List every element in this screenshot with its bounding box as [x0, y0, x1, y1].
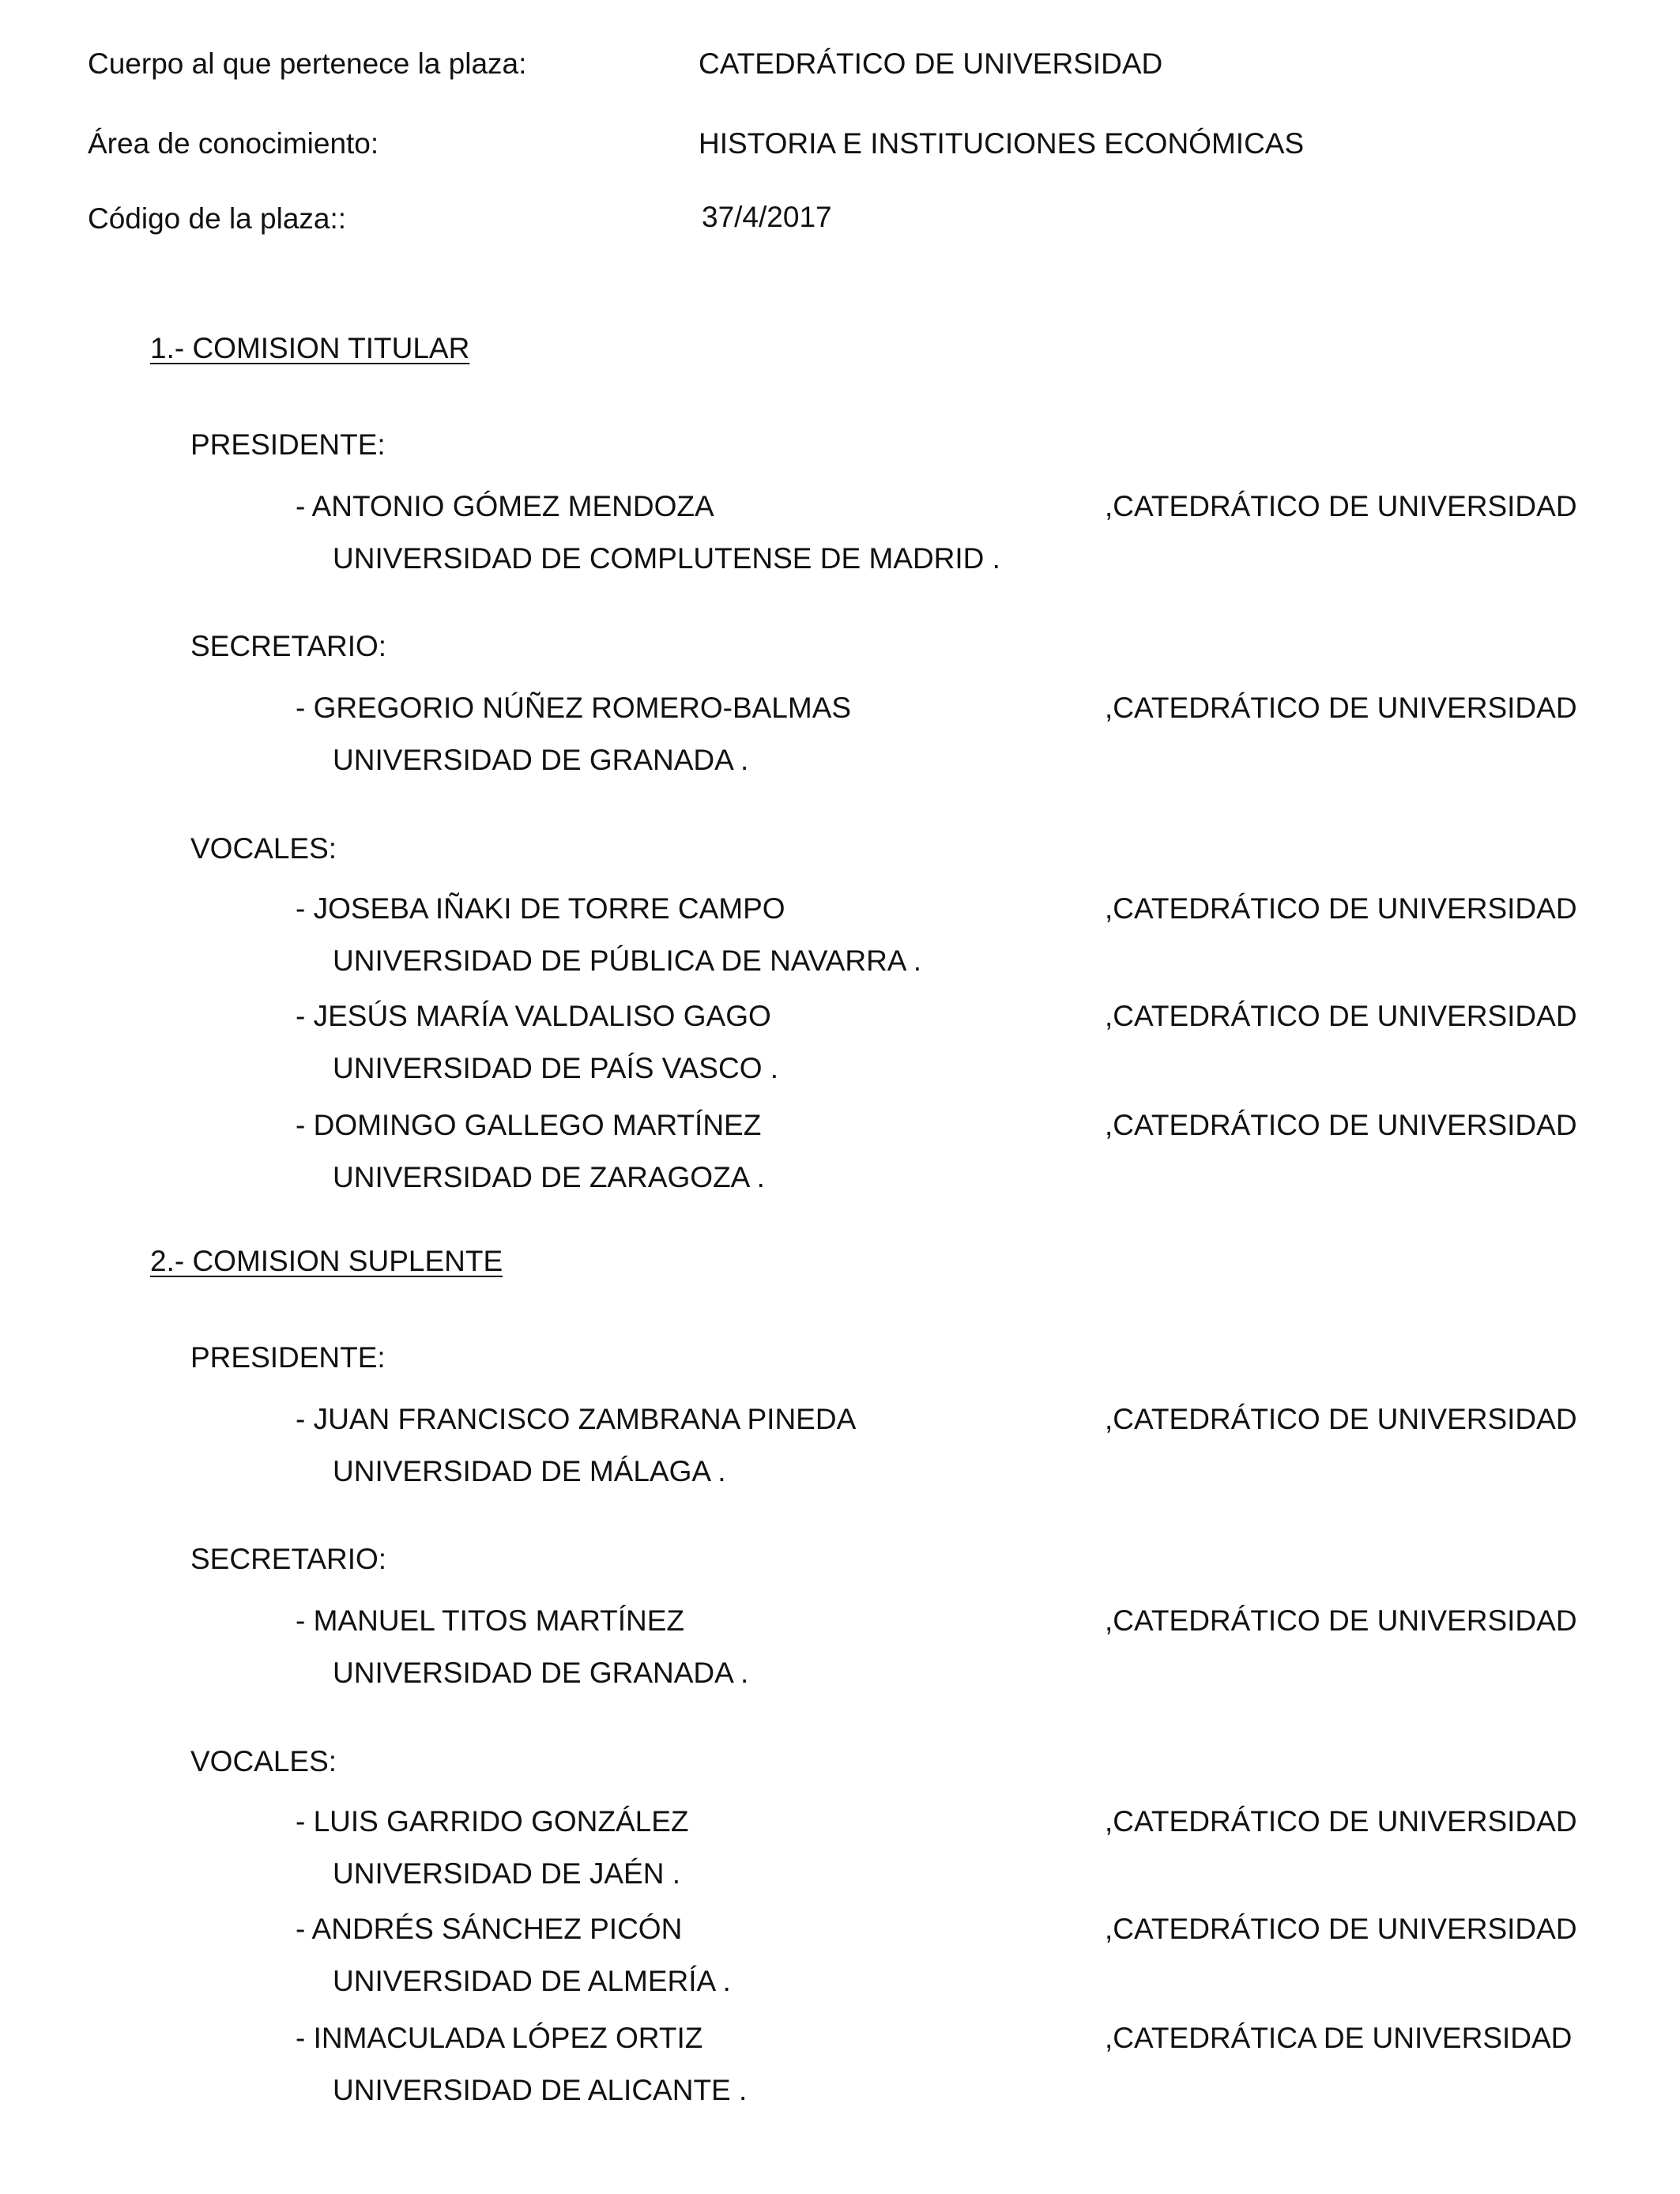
- member-name: - MANUEL TITOS MARTÍNEZ: [296, 1604, 685, 1637]
- titular-presidente-label: PRESIDENTE:: [190, 428, 386, 461]
- member-name: - LUIS GARRIDO GONZÁLEZ: [296, 1805, 689, 1838]
- titular-secretario-label: SECRETARIO:: [190, 630, 387, 662]
- member-rank: ,CATEDRÁTICO DE UNIVERSIDAD: [1105, 1000, 1577, 1032]
- member-name: - JOSEBA IÑAKI DE TORRE CAMPO: [296, 892, 785, 925]
- member-university: UNIVERSIDAD DE MÁLAGA .: [333, 1455, 726, 1487]
- member-name: - JESÚS MARÍA VALDALISO GAGO: [296, 1000, 771, 1032]
- suplente-vocales-label: VOCALES:: [190, 1745, 337, 1777]
- suplente-secretario-label: SECRETARIO:: [190, 1543, 387, 1575]
- cuerpo-label: Cuerpo al que pertenece la plaza:: [88, 47, 527, 80]
- member-university: UNIVERSIDAD DE GRANADA .: [333, 1657, 749, 1689]
- member-rank: ,CATEDRÁTICO DE UNIVERSIDAD: [1105, 692, 1577, 724]
- member-university: UNIVERSIDAD DE ALMERÍA .: [333, 1965, 731, 1997]
- member-university: UNIVERSIDAD DE GRANADA .: [333, 744, 749, 776]
- area-label: Área de conocimiento:: [88, 127, 379, 160]
- member-university: UNIVERSIDAD DE PAÍS VASCO .: [333, 1052, 779, 1084]
- suplente-heading: 2.- COMISION SUPLENTE: [150, 1245, 503, 1277]
- member-rank: ,CATEDRÁTICO DE UNIVERSIDAD: [1105, 1109, 1577, 1141]
- member-rank: ,CATEDRÁTICA DE UNIVERSIDAD: [1105, 2022, 1573, 2054]
- area-value: HISTORIA E INSTITUCIONES ECONÓMICAS: [699, 127, 1305, 160]
- member-rank: ,CATEDRÁTICO DE UNIVERSIDAD: [1105, 490, 1577, 522]
- member-university: UNIVERSIDAD DE PÚBLICA DE NAVARRA .: [333, 944, 921, 977]
- member-rank: ,CATEDRÁTICO DE UNIVERSIDAD: [1105, 1913, 1577, 1945]
- member-rank: ,CATEDRÁTICO DE UNIVERSIDAD: [1105, 1403, 1577, 1435]
- suplente-presidente-label: PRESIDENTE:: [190, 1341, 386, 1374]
- member-rank: ,CATEDRÁTICO DE UNIVERSIDAD: [1105, 1604, 1577, 1637]
- member-rank: ,CATEDRÁTICO DE UNIVERSIDAD: [1105, 1805, 1577, 1838]
- member-name: - ANDRÉS SÁNCHEZ PICÓN: [296, 1913, 683, 1945]
- member-university: UNIVERSIDAD DE ZARAGOZA .: [333, 1161, 765, 1193]
- member-name: - DOMINGO GALLEGO MARTÍNEZ: [296, 1109, 762, 1141]
- member-name: - ANTONIO GÓMEZ MENDOZA: [296, 490, 714, 522]
- member-rank: ,CATEDRÁTICO DE UNIVERSIDAD: [1105, 892, 1577, 925]
- member-university: UNIVERSIDAD DE ALICANTE .: [333, 2074, 748, 2106]
- titular-vocales-label: VOCALES:: [190, 832, 337, 865]
- cuerpo-value: CATEDRÁTICO DE UNIVERSIDAD: [699, 47, 1163, 80]
- member-university: UNIVERSIDAD DE JAÉN .: [333, 1857, 680, 1890]
- member-name: - JUAN FRANCISCO ZAMBRANA PINEDA: [296, 1403, 857, 1435]
- titular-heading: 1.- COMISION TITULAR: [150, 332, 470, 364]
- member-name: - INMACULADA LÓPEZ ORTIZ: [296, 2022, 703, 2054]
- member-name: - GREGORIO NÚÑEZ ROMERO-BALMAS: [296, 692, 852, 724]
- member-university: UNIVERSIDAD DE COMPLUTENSE DE MADRID .: [333, 542, 1000, 575]
- codigo-value: 37/4/2017: [702, 201, 832, 233]
- codigo-label: Código de la plaza::: [88, 202, 347, 235]
